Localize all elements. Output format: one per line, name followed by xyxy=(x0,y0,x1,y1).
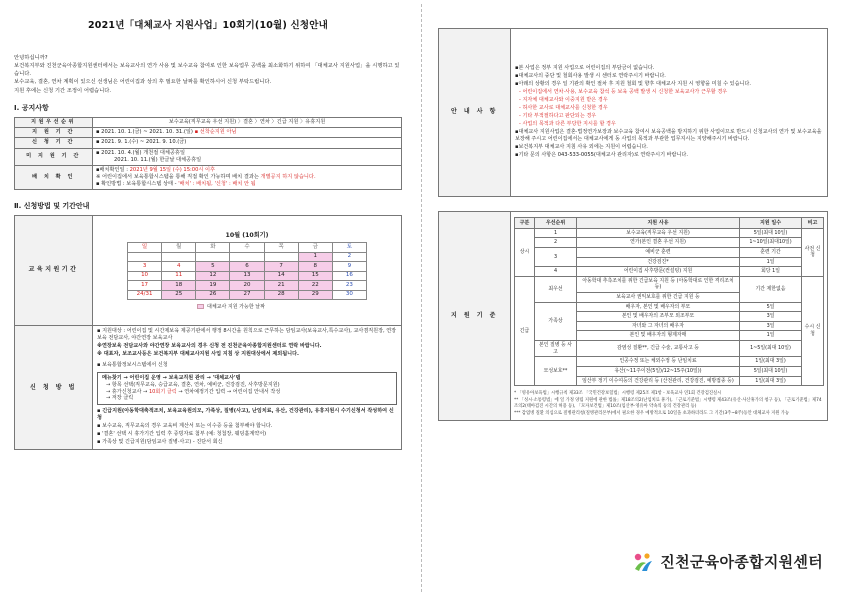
criteria-row: 건강검진* 1일 xyxy=(515,257,824,267)
calendar-legend: 대체교사 지원 가능한 날짜 xyxy=(197,304,397,311)
criteria-row: 4 어린이집 사후방문(컨설팅) 지원 회당 1일 xyxy=(515,267,824,277)
center-logo-text: 진천군육아종합지원센터 xyxy=(660,552,823,571)
criteria-col-header: 비고 xyxy=(802,218,824,229)
calendar-day: 6 xyxy=(230,262,264,272)
calendar-week xyxy=(128,262,367,272)
method-content xyxy=(93,326,402,450)
method-label: 신 청 방 법 xyxy=(15,326,93,450)
criteria-row: 3 예비군 훈련 훈련 기간 xyxy=(515,247,824,257)
calendar-day: 18 xyxy=(162,281,196,291)
notice-label: 안 내 사 항 xyxy=(439,29,511,197)
criteria-row: 보육교사 권익보호를 위한 긴급 지원 등 xyxy=(515,293,824,303)
notice-item: - 어린이집에서 연차·사용, 보수교육 참석 등 보육 공백 발생 시 신청한 보육교사가 근무할 경우 xyxy=(519,88,728,95)
notice-item: - 사업의 목적과 다른 부당한 지시를 할 경우 xyxy=(519,121,616,128)
notice-item: ▪본 사업은 정부 지원 사업으로 어린이집의 부담금이 없습니다. xyxy=(515,64,655,71)
right-page xyxy=(438,28,828,588)
notice-box xyxy=(438,28,828,197)
calendar-day: 10 xyxy=(128,271,162,281)
criteria-row: 가족상 배우자, 본인 및 배우자의 부모 5일 xyxy=(515,302,824,312)
calendar-day: 7 xyxy=(264,262,298,272)
notice-item: - 기타 부적절하다고 판단되는 경우 xyxy=(519,113,597,120)
calendar-header xyxy=(128,243,367,253)
calendar-day: 3 xyxy=(128,262,162,272)
placement-check-value: ▪배치확인일 : 2021년 9월 15일 (수) 15:00시 이후 ※ 어린이집에서 보육통합시스템을 통해 직접 확인 가능하며 배치 결과는 개별공지 하지 않습니다. ▪ 확인방법 : 보육통합시스템 상태 - '배치' : 배치됨, '신청' : 배치 안 됨 xyxy=(93,165,402,189)
calendar xyxy=(127,242,367,300)
calendar-day: 1 xyxy=(298,252,332,262)
method-bullet: ※연장보육 전담교사와 야간연장 보육교사의 경우 신청 전 진천군육아종합지원센터로 연락 바랍니다. xyxy=(97,342,322,349)
calendar-day xyxy=(128,252,162,262)
non-support-value: ▪ 2021. 10. 4.(월) 개천절 대체공휴일 2021. 10. 11.(월) 한글날 대체공휴일 xyxy=(93,148,402,165)
criteria-table xyxy=(514,217,824,386)
calendar-day: 17 xyxy=(128,281,162,291)
calendar-day: 21 xyxy=(264,281,298,291)
priority-label: 지원우선순위 xyxy=(15,118,93,128)
notice-item: ▪보건복지부 대체교사 지침 사유 외에는 지원이 어렵습니다. xyxy=(515,144,648,151)
page-divider xyxy=(421,4,422,592)
calendar-day: 22 xyxy=(298,281,332,291)
criteria-box xyxy=(438,211,828,421)
calendar-week xyxy=(128,252,367,262)
support-period-value: ▪ 2021. 10. 1.(금) ~ 2021. 10. 31.(일) ▪ 선착순지원 아님 xyxy=(93,128,402,138)
calendar-day xyxy=(196,252,230,262)
weekday: 월 xyxy=(162,243,196,253)
section1-title: Ⅰ. 공지사항 xyxy=(14,104,49,113)
calendar-day: 9 xyxy=(332,262,366,272)
calendar-day: 4 xyxy=(162,262,196,272)
intro-line: 지원 후에는 신청 기간 조정이 어렵습니다. xyxy=(14,87,112,94)
calendar-day: 15 xyxy=(298,271,332,281)
notice-item: ▪기타 문의 사항은 043-533-0055(대체교사 관리자)로 연락주시기 바랍니다. xyxy=(515,152,688,159)
weekday: 화 xyxy=(196,243,230,253)
calendar-day: 5 xyxy=(196,262,230,272)
calendar-day xyxy=(162,252,196,262)
criteria-row: 본인 및 배우자의 형제자매 1일 xyxy=(515,331,824,341)
criteria-row: 긴급 최우선 아동학대 추측조치를 위한 긴급보육 지원 등 (아동학대로 인한 격리조치 등) 기간 제한없음 수시 신청 xyxy=(515,276,824,292)
calendar-week xyxy=(128,281,367,291)
section2-title: Ⅱ. 신청방법 및 기간안내 xyxy=(14,201,90,210)
criteria-col-header: 지원 사유 xyxy=(577,218,740,229)
method-bullet: ▪ 가족상 및 긴급지원(담임교사 질병·사고) - 진단서 회신 xyxy=(97,439,223,446)
calendar-day: 29 xyxy=(298,290,332,300)
criteria-row: 유산(~11주이전(5일)/12~15주(10일)) 5일(최대 10일) xyxy=(515,366,824,376)
left-page xyxy=(14,10,402,588)
notice-item: ▪대체교사의 중단 및 철회사용 발생 시 센터로 연락주시기 바랍니다. xyxy=(515,72,666,79)
criteria-row: 본인 질병 등 사고 감염성 질환**, 긴급 수술, 교통사고 등 1~5일(최대 10일) xyxy=(515,341,824,357)
method-bullet: ▪ 긴급지원(아동학대축적조치, 보육교육원의모, 가족상, 질병(사고), 난임치료, 유산, 건강관리), 유휴지원시 수기신청서 작성하여 신청 xyxy=(97,408,394,422)
notice-item: - 지자체 대체교사와 이중지원 받은 경우 xyxy=(519,96,608,103)
calendar-day: 25 xyxy=(162,290,196,300)
footnote: *** 감염병 질환 의심으로 질병관리청(질병관리본부)에서 필요한 경우 예방적으로 10일을 초과하더라도 그 기간(3주~8주)동안 대체교사 지원 가능 xyxy=(514,410,790,416)
priority-value: 보수교육(직무교육 우선 지원) 〉결혼 〉연차 〉긴급 지원 〉유휴지원 xyxy=(93,118,402,128)
calendar-day: 19 xyxy=(196,281,230,291)
calendar-cell xyxy=(93,216,402,326)
center-logo-icon xyxy=(632,551,654,573)
calendar-day xyxy=(230,252,264,262)
footnote: * 「영유아보육법」시행규칙 제33조 「국민건강보험법」시행령 제25조 제1항 - 보육교사 연1회 건강검진실시 xyxy=(514,391,722,397)
calendar-day: 2 xyxy=(332,252,366,262)
criteria-row: 임산부 정기 이수여등의 건강관리 등 (산전관리, 건강검진, 예방접종 등) 1일(최대 3일) xyxy=(515,376,824,386)
calendar-day xyxy=(264,252,298,262)
notice-item: ▪아래의 상황의 경우 일 기관의 확인 절차 후 지원 철회 및 향후 대체교사 지원 시 영향을 미칠 수 있습니다. xyxy=(515,80,751,87)
method-bullet: ▪ 지원대상 : 어린이집 및 시간제보육 제공기관에서 행정 8시간을 원칙으로 근무하는 담임교사(보육교사,특수교사), 교사겸직원장, 연장보육 전담교사, 야간연장 보육교사 xyxy=(97,328,397,341)
placement-check-label: 배 치 확 인 xyxy=(15,165,93,189)
calendar-week xyxy=(128,271,367,281)
apply-period-label: 신 청 기 간 xyxy=(15,138,93,148)
criteria-row: 자녀와 그 자녀의 배우자 3일 xyxy=(515,321,824,331)
criteria-header xyxy=(515,218,824,229)
intro-text xyxy=(14,55,402,95)
notice-table xyxy=(14,117,402,189)
method-bullet: ※ 대표자, 보조교사등은 보건복지부 대체교사지원 사업 지침 상 지원대상에서 제외됩니다. xyxy=(97,351,299,358)
weekday: 일 xyxy=(128,243,162,253)
support-period-label: 지 원 기 간 xyxy=(15,128,93,138)
calendar-day: 11 xyxy=(162,271,196,281)
weekday: 목 xyxy=(264,243,298,253)
notice-item: ▪대체교사 지원사업은 결혼·법정연가보장과 보수교육 참여시 보육공백을 방지하기 위한 사업이므로 반드시 신청교사의 연가 및 보수교육을 보장해 주시고 어린이집에서는 대체교사에게 동 사업의 목적과 부관한 업무지시는 지양해주시기 바랍니다. xyxy=(515,129,822,143)
calendar-day: 24/31 xyxy=(128,290,162,300)
criteria-content xyxy=(511,212,828,421)
page-title: 2021년「대체교사 지원사업」10회기(10월) 신청안내 xyxy=(87,20,328,31)
intro-line: 보수교육, 결혼, 연차 계획이 있으신 선생님은 어린이집과 상의 후 필요한 날짜를 확인하시어 신청 부탁드립니다. xyxy=(14,79,272,86)
criteria-col-header: 우선순위 xyxy=(535,218,577,229)
non-support-label: 미 지 원 기 간 xyxy=(15,148,93,165)
method-bullet: ▪ 보육통합정보시스템에서 신청 xyxy=(97,361,168,368)
calendar-day: 20 xyxy=(230,281,264,291)
calendar-day: 8 xyxy=(298,262,332,272)
center-logo xyxy=(632,551,823,573)
calendar-day: 30 xyxy=(332,290,366,300)
calendar-day: 27 xyxy=(230,290,264,300)
menu-path-box: 메뉴찾기 → 어린이집 운영 → 보육교직원 관리 → '대체교사'탭 → 항목 선택(직무교육, 승급교육, 결혼, 연차, 예비군, 건강검진, 사후방문지원) → 휴가신청교사 → 10회기 클릭 → 연차예정기간 입력 → 어린이집 안내서 작성 → 저장 클릭 xyxy=(97,372,397,406)
notice-item: - 허사한 교사로 대체교사를 신청한 경우 xyxy=(519,105,608,112)
calendar-day: 26 xyxy=(196,290,230,300)
legend-swatch xyxy=(197,304,204,309)
calendar-day: 13 xyxy=(230,271,264,281)
criteria-row: 본인 및 배우자의 조부모 외조부모 3일 xyxy=(515,312,824,322)
criteria-col-header: 지원 일수 xyxy=(740,218,802,229)
calendar-day: 28 xyxy=(264,290,298,300)
footnote: ** 「성시·소통령법」에 일 가정 양립 지원에 관한 법률」제18조의2(난임치료 휴가), 「근로기준법」시행령 제43조(유산·사산휴가의 청구 등), 「근로기준법」제74조의2(태아검진 시간의 허용 등), 「모자보건법」제10조(임산부·영유아 약속의 등의 건강관리 등) xyxy=(514,397,822,409)
calendar-week xyxy=(128,290,367,300)
notice-content xyxy=(511,29,828,197)
weekday: 수 xyxy=(230,243,264,253)
criteria-row: 2 연가(본인 결혼 우선 지원) 1~10일(최대10일) xyxy=(515,238,824,248)
calendar-day: 12 xyxy=(196,271,230,281)
method-table xyxy=(14,215,402,450)
method-bullet: ▪ 보수교육, 직무교육의 경우 교육비 계산서 또는 이수증 등을 첨부해야 합니다. xyxy=(97,423,273,430)
calendar-day: 16 xyxy=(332,271,366,281)
period-label: 교육지원기간 xyxy=(15,216,93,326)
weekday: 금 xyxy=(298,243,332,253)
criteria-col-header: 구분 xyxy=(515,218,535,229)
criteria-footnotes xyxy=(514,391,824,416)
calendar-title: 10월 (10회기) xyxy=(225,231,269,239)
intro-line: 보건복지부와 진천군육아종합지원센터에서는 보육교사의 연가 사용 및 보수교육 참여로 인한 보육업무 공백을 최소화하기 위하여 「대체교사 지원사업」을 시행하고 있습니다. xyxy=(14,63,400,77)
weekday: 토 xyxy=(332,243,366,253)
calendar-day: 14 xyxy=(264,271,298,281)
method-bullet: ▪ '결혼' 선택 시 휴가기간 입력 후 증빙자료 첨부 (예: 청첩장, 웨딩홀계약서) xyxy=(97,431,267,438)
calendar-day: 23 xyxy=(332,281,366,291)
criteria-row: 모성보호** 인공수정 또는 체외수정 등 난임치료 1일(최대 3일) xyxy=(515,357,824,367)
intro-greeting: 안녕하십니까? xyxy=(14,54,48,61)
apply-period-value: ▪ 2021. 9. 1.(수) ~ 2021. 9. 10.(금) xyxy=(93,138,402,148)
criteria-row: 상시 1 보수교육(직무교육 우선 지원) 5일(최대 10일) 사전 신청 xyxy=(515,228,824,238)
criteria-label: 지 원 기 준 xyxy=(439,212,511,421)
